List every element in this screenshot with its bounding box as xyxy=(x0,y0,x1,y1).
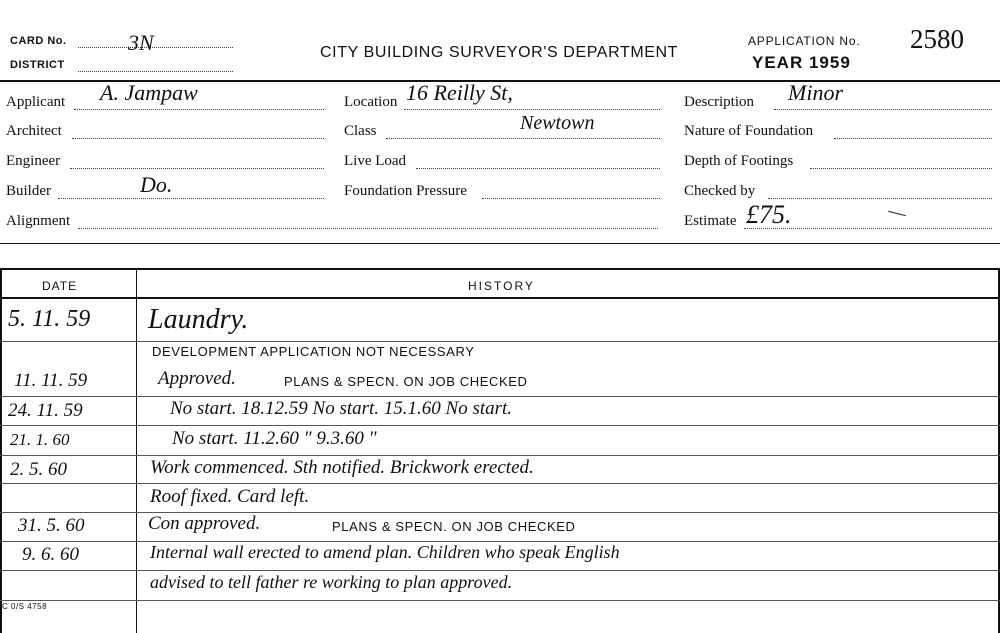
card-no-line xyxy=(78,47,233,48)
foundation-pressure-line xyxy=(482,198,660,199)
history-date: 2. 5. 60 xyxy=(10,459,67,480)
district-label: DISTRICT xyxy=(10,59,65,71)
history-date: 5. 11. 59 xyxy=(8,306,91,332)
builder-value: Do. xyxy=(140,172,173,197)
history-entry: Work commenced. Sth notified. Brickwork erected. xyxy=(150,457,534,478)
history-date: 31. 5. 60 xyxy=(18,515,85,536)
history-entry: advised to tell father re working to plan approved. xyxy=(150,572,513,592)
row-line xyxy=(0,570,1000,571)
row-line xyxy=(0,341,1000,342)
live-load-label: Live Load xyxy=(344,153,407,169)
card-no-value: 3N xyxy=(128,30,154,55)
applicant-label: Applicant xyxy=(6,94,66,110)
live-load-line xyxy=(416,168,660,169)
department-title: CITY BUILDING SURVEYOR'S DEPARTMENT xyxy=(320,44,679,61)
history-stamp: DEVELOPMENT APPLICATION NOT NECESSARY xyxy=(152,344,475,359)
row-line xyxy=(0,396,1000,397)
history-date: 21. 1. 60 xyxy=(10,430,70,449)
history-date: 11. 11. 59 xyxy=(14,370,88,391)
architect-label: Architect xyxy=(6,123,62,139)
alignment-label: Alignment xyxy=(6,213,71,229)
checked-by-label: Checked by xyxy=(684,183,756,199)
depth-footings-label: Depth of Footings xyxy=(684,153,794,169)
class-label: Class xyxy=(344,123,377,139)
description-value: Minor xyxy=(788,80,843,105)
class-line xyxy=(386,138,660,139)
date-header: DATE xyxy=(42,279,78,293)
row-line xyxy=(0,425,1000,426)
depth-footings-line xyxy=(810,168,992,169)
history-stamp: PLANS & SPECN. ON JOB CHECKED xyxy=(284,374,528,389)
history-entry: Approved. xyxy=(158,368,236,389)
section-rule-1 xyxy=(0,243,1000,244)
history-entry: Internal wall erected to amend plan. Children who speak English xyxy=(150,542,620,562)
estimate-value: £75. xyxy=(746,200,792,229)
nature-foundation-line xyxy=(834,138,992,139)
application-label: APPLICATION No. xyxy=(748,34,861,48)
applicant-value: A. Jampaw xyxy=(100,80,198,105)
history-entry: Roof fixed. Card left. xyxy=(150,486,310,507)
alignment-line xyxy=(78,228,658,229)
estimate-label: Estimate xyxy=(684,213,737,229)
row-line xyxy=(0,455,1000,456)
history-stamp: PLANS & SPECN. ON JOB CHECKED xyxy=(332,519,576,534)
applicant-line xyxy=(74,109,324,110)
history-header: HISTORY xyxy=(468,279,535,293)
description-line xyxy=(774,109,992,110)
builder-line xyxy=(58,198,324,199)
engineer-line xyxy=(70,168,324,169)
application-number: 2580 xyxy=(910,24,964,54)
class-value: Newtown xyxy=(520,112,595,134)
location-label: Location xyxy=(344,94,398,110)
builder-label: Builder xyxy=(6,183,51,199)
date-column-divider xyxy=(136,270,137,633)
architect-line xyxy=(72,138,324,139)
history-entry: No start. 11.2.60 " 9.3.60 " xyxy=(172,428,377,449)
row-line xyxy=(0,600,1000,601)
engineer-label: Engineer xyxy=(6,153,61,169)
foundation-pressure-label: Foundation Pressure xyxy=(344,183,467,199)
card-no-label: CARD No. xyxy=(10,35,67,47)
history-entry: Laundry. xyxy=(148,304,249,335)
location-value: 16 Reilly St, xyxy=(406,80,513,105)
history-date: 24. 11. 59 xyxy=(8,400,83,421)
history-header-rule xyxy=(0,297,1000,299)
checked-by-line xyxy=(768,198,992,199)
location-line xyxy=(404,109,660,110)
estimate-dash-mark xyxy=(888,211,906,216)
history-date: 9. 6. 60 xyxy=(22,544,79,565)
description-label: Description xyxy=(684,94,754,110)
year: YEAR 1959 xyxy=(752,53,851,72)
history-entry: No start. 18.12.59 No start. 15.1.60 No start. xyxy=(170,398,513,419)
district-line xyxy=(78,71,233,72)
form-code: C 0/S 4758 xyxy=(2,602,48,611)
nature-foundation-label: Nature of Foundation xyxy=(684,123,814,139)
history-entry: Con approved. xyxy=(148,513,261,534)
row-line xyxy=(0,483,1000,484)
